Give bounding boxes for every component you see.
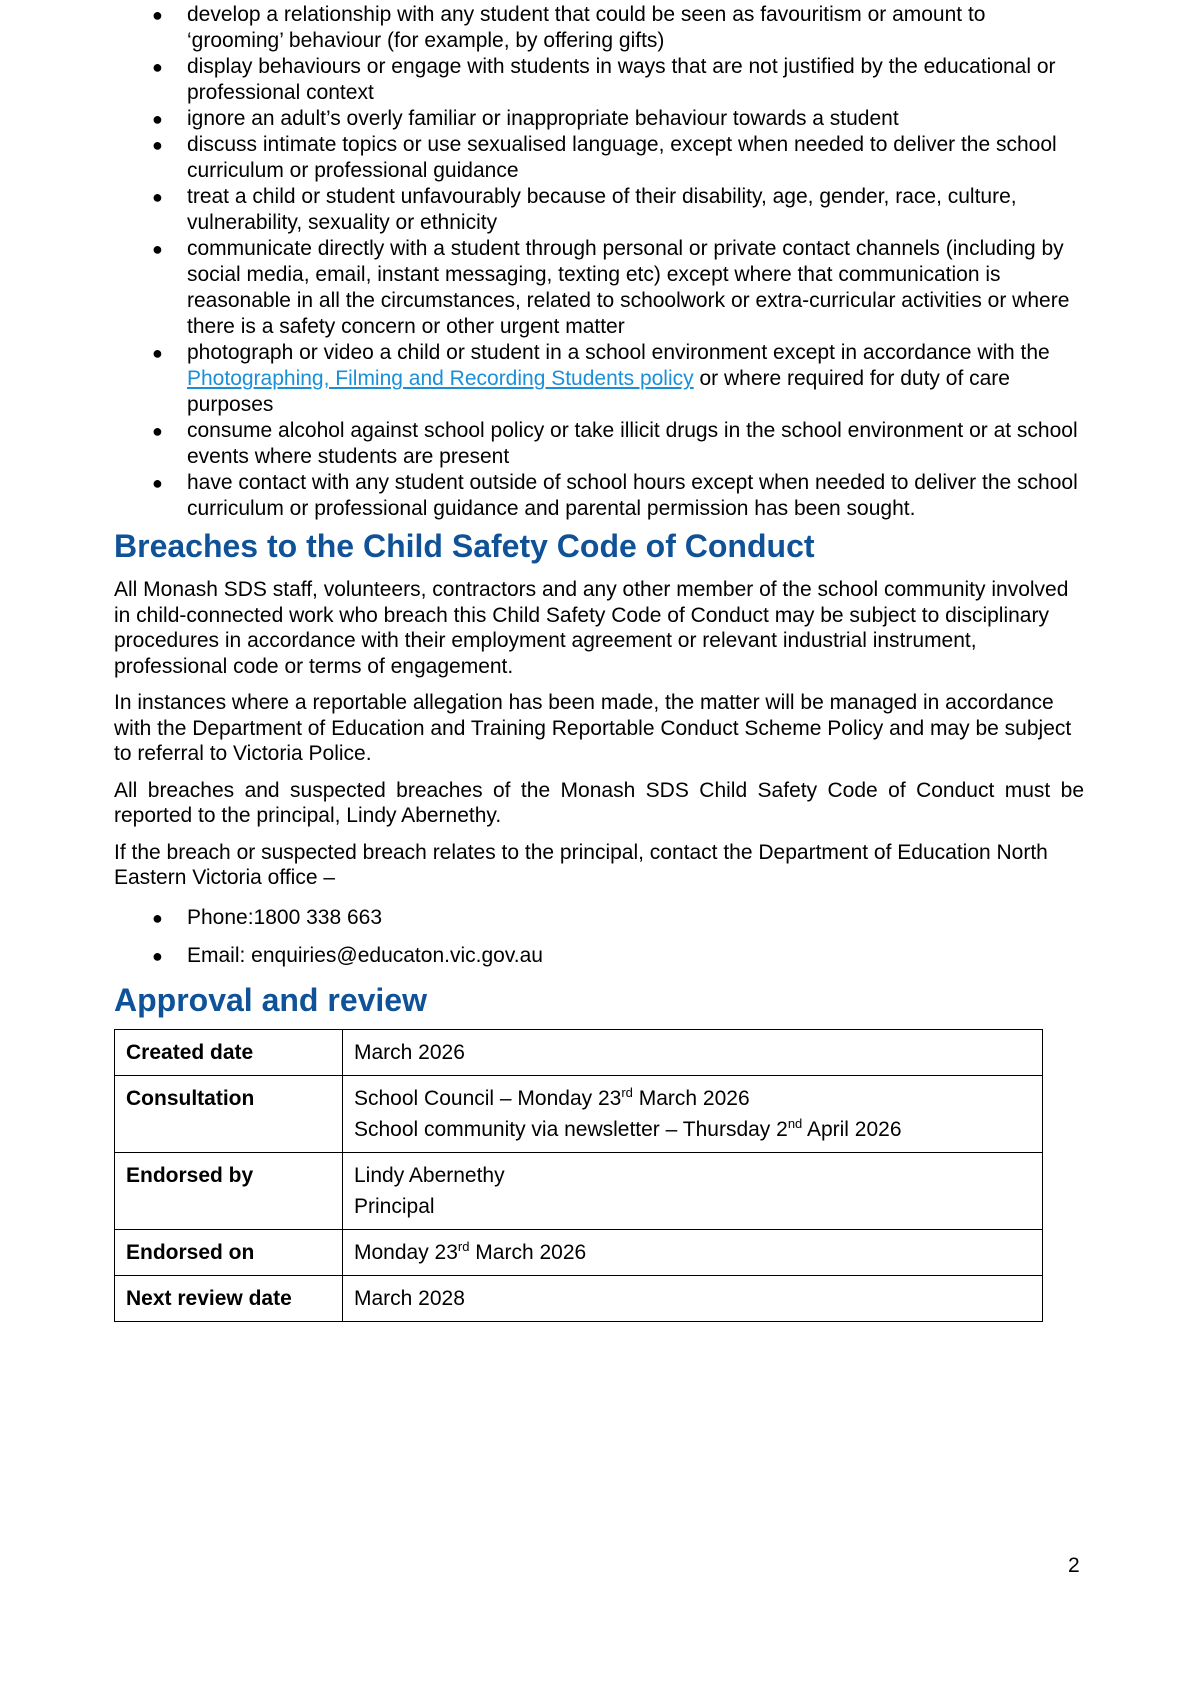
list-item: ● have contact with any student outside of school hours except when needed to deliver the school curriculum or professional guidance and parental permission has been sought. [152, 471, 1078, 520]
document-page [114, 0, 1084, 1322]
bullet-icon: ● [152, 57, 163, 77]
bullet-icon: ● [152, 907, 163, 928]
list-item: ● communicate directly with a student through personal or private contact channels (including by social media, email, instant messaging, texting etc) except where that communication is reasonable in all the circumstances, related to schoolwork or extra-curricular activities or where there is a safety concern or other urgent matter [152, 237, 1070, 338]
breaches-paragraph: All Monash SDS staff, volunteers, contractors and any other member of the school community involved in child-connected work who breach this Child Safety Code of Conduct may be subject to disciplinary procedures in accordance with their employment agreement or relevant industrial instrument, professional code or terms of engagement. [114, 578, 1069, 678]
approval-heading: Approval and review [114, 981, 427, 1018]
contact-email: ● Email: enquiries@educaton.vic.gov.au [152, 943, 543, 967]
row-label: Endorsed on [115, 1229, 343, 1275]
list-item: ● develop a relationship with any student that could be seen as favouritism or amount to ‘grooming’ behaviour (for example, by offering gifts) [152, 3, 986, 52]
bullet-icon: ● [152, 5, 163, 25]
bullet-icon: ● [152, 239, 163, 259]
row-value: March 2028 [343, 1275, 1043, 1321]
row-label: Endorsed by [115, 1152, 343, 1229]
bullet-icon: ● [152, 421, 163, 441]
row-label: Next review date [115, 1275, 343, 1321]
list-item: ● display behaviours or engage with students in ways that are not justified by the educational or professional context [152, 55, 1056, 104]
row-value: March 2026 [343, 1029, 1043, 1075]
row-label: Consultation [115, 1075, 343, 1152]
consultation-council: School Council – Monday 23rd March 2026 [354, 1084, 750, 1110]
row-value [343, 1075, 1043, 1152]
principal-breach-paragraph: If the breach or suspected breach relates to the principal, contact the Department of Education North Eastern Victoria office – [114, 840, 1048, 889]
row-label: Created date [115, 1029, 343, 1075]
list-item: ● consume alcohol against school policy or take illicit drugs in the school environment or at school events where students are present [152, 419, 1078, 468]
table-row [115, 1229, 1043, 1275]
list-item: ● photograph or video a child or student in a school environment except in accordance with the Photographing, Filming and Recording Students policy or where required for duty of care purposes [152, 341, 1050, 416]
list-item: ● treat a child or student unfavourably because of their disability, age, gender, race, culture, vulnerability, sexuality or ethnicity [152, 185, 1017, 234]
list-item: ● ignore an adult’s overly familiar or inappropriate behaviour towards a student [152, 107, 899, 130]
endorser-name: Lindy Abernethy [354, 1163, 505, 1187]
row-value: Monday 23rd March 2026 [343, 1229, 1043, 1275]
approval-table [114, 1029, 1043, 1322]
page-number: 2 [1068, 1554, 1080, 1577]
endorser-role: Principal [354, 1194, 435, 1218]
report-to-principal-paragraph: All breaches and suspected breaches of the Monash SDS Child Safety Code of Conduct must be reported to the principal, Lindy Abernethy. [114, 778, 1084, 827]
contact-phone: ● Phone:1800 338 663 [152, 905, 383, 929]
bullet-icon: ● [152, 109, 163, 129]
bullet-icon: ● [152, 343, 163, 363]
row-value [343, 1152, 1043, 1229]
table-row [115, 1029, 1043, 1075]
list-item: ● discuss intimate topics or use sexualised language, except when needed to deliver the school curriculum or professional guidance [152, 133, 1057, 182]
breaches-heading: Breaches to the Child Safety Code of Conduct [114, 528, 815, 564]
bullet-icon: ● [152, 187, 163, 207]
contact-list [114, 905, 1084, 969]
reportable-paragraph: In instances where a reportable allegation has been made, the matter will be managed in accordance with the Department of Education and Training Reportable Conduct Scheme Policy and may be subject to referral to Victoria Police. [114, 691, 1072, 765]
table-row [115, 1275, 1043, 1321]
conduct-bullet-list [114, 2, 1084, 522]
bullet-icon: ● [152, 135, 163, 155]
consultation-community: School community via newsletter – Thursday 2nd April 2026 [354, 1115, 902, 1141]
bullet-icon: ● [152, 473, 163, 493]
table-row [115, 1075, 1043, 1152]
policy-link[interactable]: Photographing, Filming and Recording Students policy [187, 367, 694, 390]
bullet-icon: ● [152, 945, 163, 966]
table-row [115, 1152, 1043, 1229]
